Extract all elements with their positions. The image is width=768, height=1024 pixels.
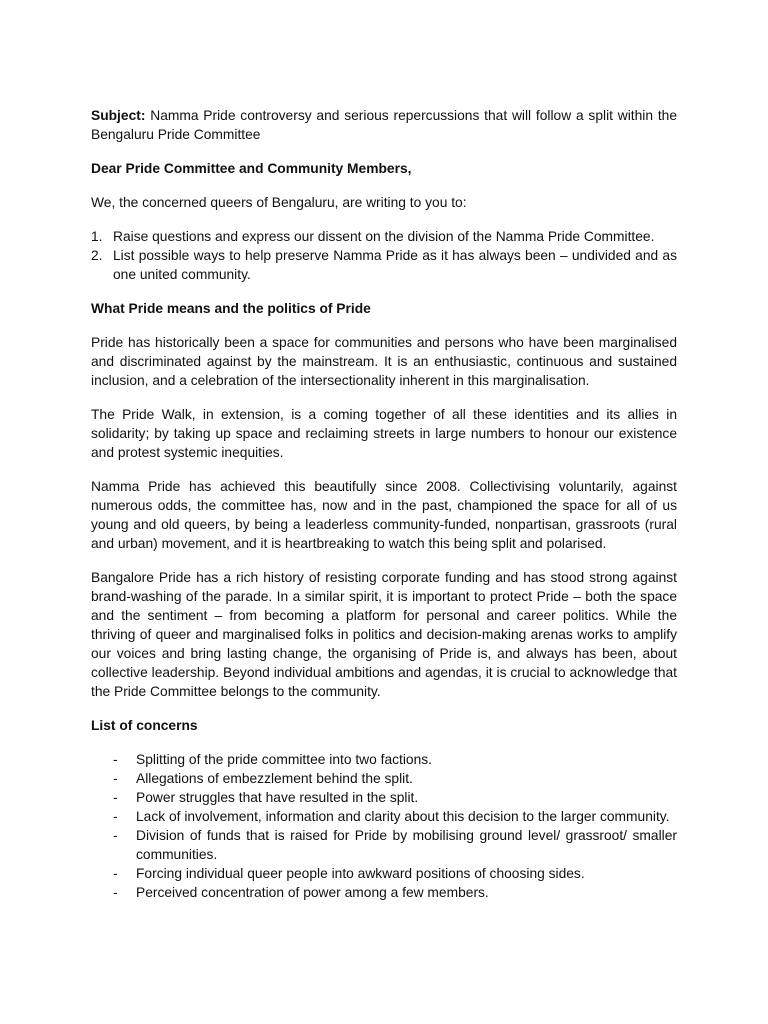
list-item bbox=[91, 807, 677, 826]
list-item bbox=[91, 227, 677, 246]
list-text: List possible ways to help preserve Namma Pride as it has always been – undivided and as one united community. bbox=[113, 248, 677, 282]
concern-text: Perceived concentration of power among a few members. bbox=[136, 885, 489, 900]
body-paragraph: Bangalore Pride has a rich history of resisting corporate funding and has stood strong against brand-washing of the parade. In a similar spirit, it is important to protect Pride – both the space and the sentiment – from becoming a platform for personal and career politics. While the thriving of queer and marginalised folks in politics and decision-making arenas works to amplify our voices and bring lasting change, the organising of Pride is, and always has been, about collective leadership. Beyond individual ambitions and agendas, it is crucial to acknowledge that the Pride Committee belongs to the community. bbox=[91, 570, 677, 699]
list-item bbox=[91, 826, 677, 864]
dash-bullet: - bbox=[113, 752, 118, 767]
body-paragraph: Namma Pride has achieved this beautifully since 2008. Collectivising voluntarily, against numerous odds, the committee has, now and in the past, championed the space for all of us young and old queers, by being a leaderless community-funded, nonpartisan, grassroots (rural and urban) movement, and it is heartbreaking to watch this being split and polarised. bbox=[91, 479, 677, 551]
section-heading-concerns: List of concerns bbox=[91, 718, 198, 733]
list-number: 1. bbox=[91, 229, 103, 244]
purpose-list bbox=[91, 227, 677, 284]
dash-bullet: - bbox=[113, 790, 118, 805]
list-item bbox=[91, 246, 677, 284]
concerns-list bbox=[91, 750, 677, 902]
list-item bbox=[91, 883, 677, 902]
list-item bbox=[91, 769, 677, 788]
dash-bullet: - bbox=[113, 771, 118, 786]
concern-text: Lack of involvement, information and clarity about this decision to the larger community. bbox=[136, 809, 670, 824]
list-item bbox=[91, 788, 677, 807]
concern-text: Splitting of the pride committee into two factions. bbox=[136, 752, 433, 767]
dash-bullet: - bbox=[113, 866, 118, 881]
list-item bbox=[91, 864, 677, 883]
subject-line bbox=[91, 106, 677, 144]
salutation: Dear Pride Committee and Community Members, bbox=[91, 161, 412, 176]
dash-bullet: - bbox=[113, 809, 118, 824]
concern-text: Power struggles that have resulted in the split. bbox=[136, 790, 419, 805]
list-text: Raise questions and express our dissent on the division of the Namma Pride Committee. bbox=[113, 229, 655, 244]
subject-label: Subject: bbox=[91, 108, 146, 123]
intro-paragraph: We, the concerned queers of Bengaluru, are writing to you to: bbox=[91, 195, 467, 210]
dash-bullet: - bbox=[113, 828, 118, 843]
list-item bbox=[91, 750, 677, 769]
concern-text: Division of funds that is raised for Pride by mobilising ground level/ grassroot/ smaller communities. bbox=[136, 828, 677, 862]
concern-text: Forcing individual queer people into awkward positions of choosing sides. bbox=[136, 866, 585, 881]
concern-text: Allegations of embezzlement behind the split. bbox=[136, 771, 413, 786]
body-paragraph: Pride has historically been a space for communities and persons who have been marginalised and discriminated against by the mainstream. It is an enthusiastic, continuous and sustained inclusion, and a celebration of the intersectionality inherent in this marginalisation. bbox=[91, 335, 677, 388]
document-page bbox=[91, 106, 677, 902]
subject-text: Namma Pride controversy and serious repercussions that will follow a split within the Bengaluru Pride Committee bbox=[91, 108, 677, 142]
section-heading-pride: What Pride means and the politics of Pride bbox=[91, 301, 371, 316]
dash-bullet: - bbox=[113, 885, 118, 900]
body-paragraph: The Pride Walk, in extension, is a coming together of all these identities and its allies in solidarity; by taking up space and reclaiming streets in large numbers to honour our existence and protest systemic inequities. bbox=[91, 407, 677, 460]
list-number: 2. bbox=[91, 248, 103, 263]
